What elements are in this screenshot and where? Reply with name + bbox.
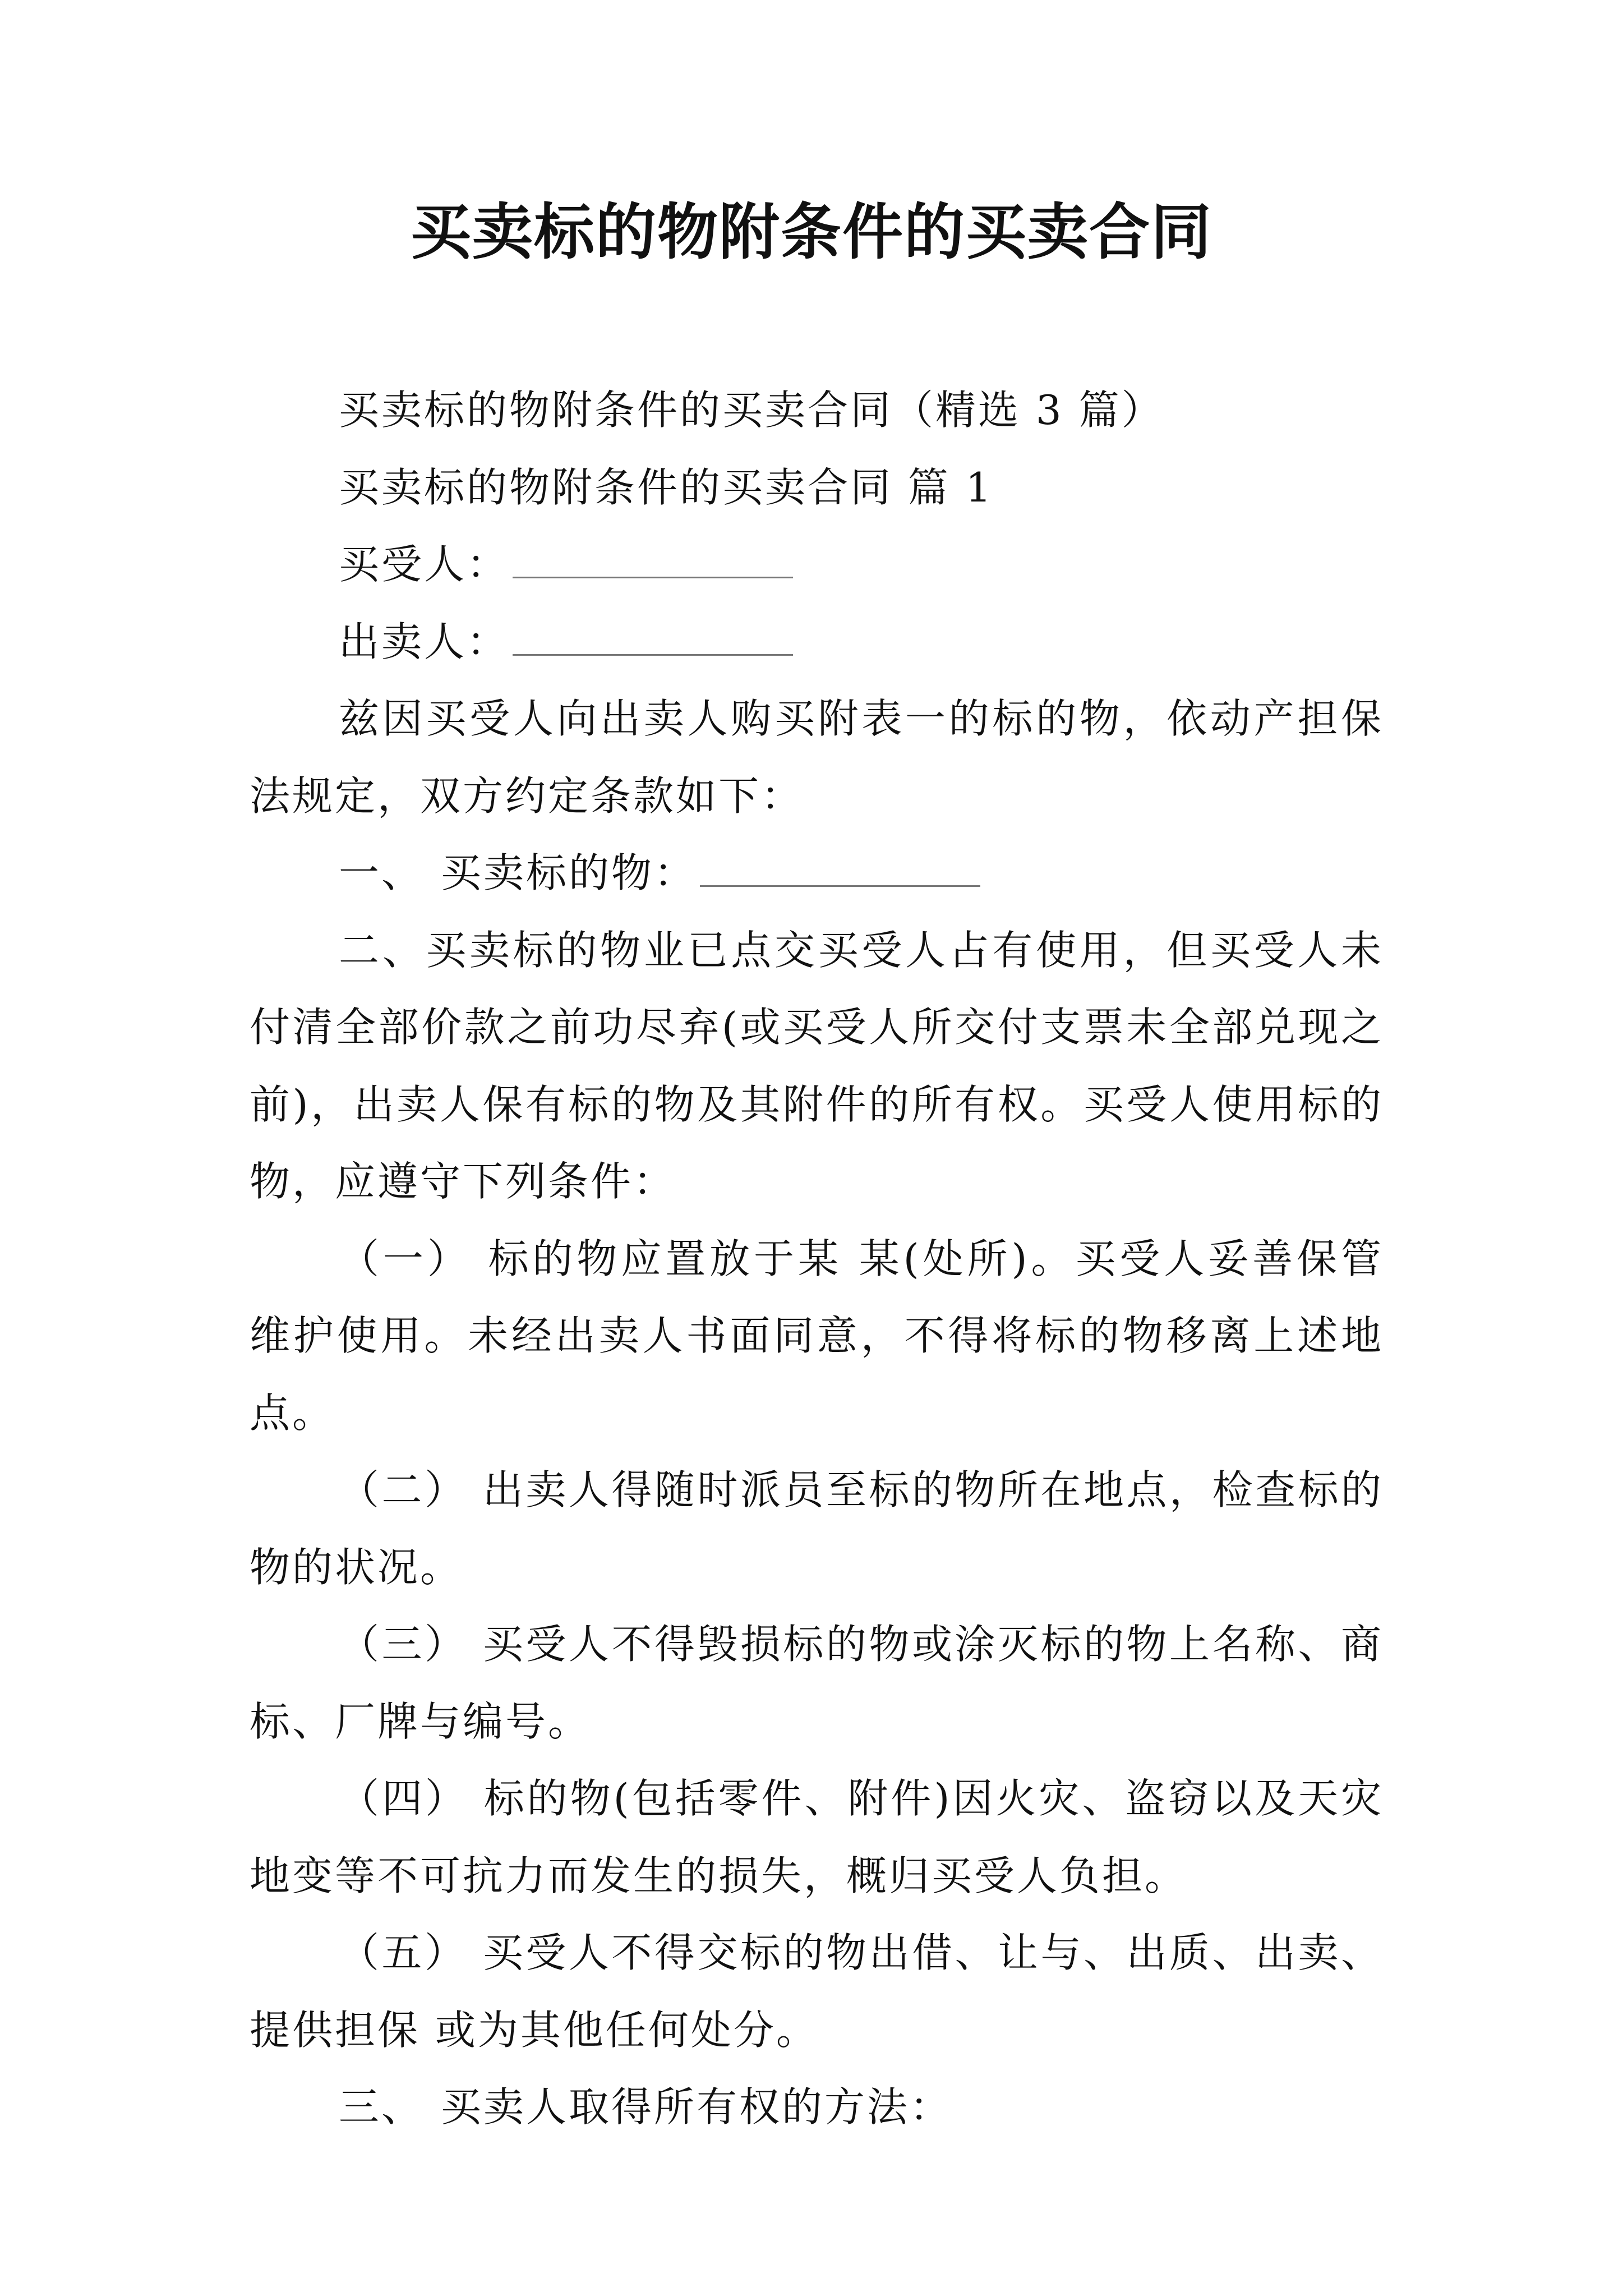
- clause-1: [250, 835, 1384, 912]
- clause-3-number: 三、: [339, 2083, 425, 2131]
- clause-1-number: 一、: [339, 849, 425, 896]
- seller-line: [250, 604, 1384, 681]
- buyer-blank: [513, 543, 793, 578]
- clause-2: 二、买卖标的物业已点交买受人占有使用，但买受人未付清全部价款之前功尽弃(或买受人所交付支票未全部兑现之前)，出卖人保有标的物及其附件的所有权。买受人使用标的物，应遵守下列条件：: [250, 926, 1384, 1205]
- clause-2-item-1: （一） 标的物应置放于某 某(处所)。买受人妥善保管维护使用。未经出卖人书面同意，不得将标的物移离上述地点。: [250, 1235, 1384, 1437]
- buyer-label: 买受人：: [339, 541, 510, 588]
- document-title: 买卖标的物附条件的买卖合同: [410, 197, 1212, 268]
- seller-label: 出卖人：: [339, 618, 510, 665]
- buyer-line: [250, 526, 1384, 604]
- clause-1-blank: [700, 852, 980, 887]
- clause-1-label: 买卖标的物：: [441, 849, 697, 896]
- clause-2-item-5: （五） 买受人不得交标的物出借、让与、出质、出卖、提供担保 或为其他任何处分。: [250, 1929, 1384, 2054]
- clause-2-item-2: （二） 出卖人得随时派员至标的物所在地点，检查标的物的状况。: [250, 1466, 1384, 1591]
- subtitle: 买卖标的物附条件的买卖合同（精选 3 篇）: [339, 386, 1164, 434]
- clause-2-item-3: （三） 买受人不得毁损标的物或涂灭标的物上名称、商标、厂牌与编号。: [250, 1621, 1384, 1745]
- clause-3: [250, 2069, 1384, 2146]
- section-heading: 买卖标的物附条件的买卖合同 篇 1: [339, 463, 994, 511]
- intro-paragraph: 兹因买受人向出卖人购买附表一的标的物，依动产担保法规定，双方约定条款如下：: [250, 695, 1384, 820]
- clause-2-item-4: （四） 标的物(包括零件、附件)因火灾、盗窃以及天灾地变等不可抗力而发生的损失，概归买受人负担。: [250, 1775, 1384, 1899]
- document-body: [250, 372, 1384, 2146]
- clause-3-label: 买卖人取得所有权的方法：: [441, 2083, 953, 2131]
- seller-blank: [513, 620, 793, 656]
